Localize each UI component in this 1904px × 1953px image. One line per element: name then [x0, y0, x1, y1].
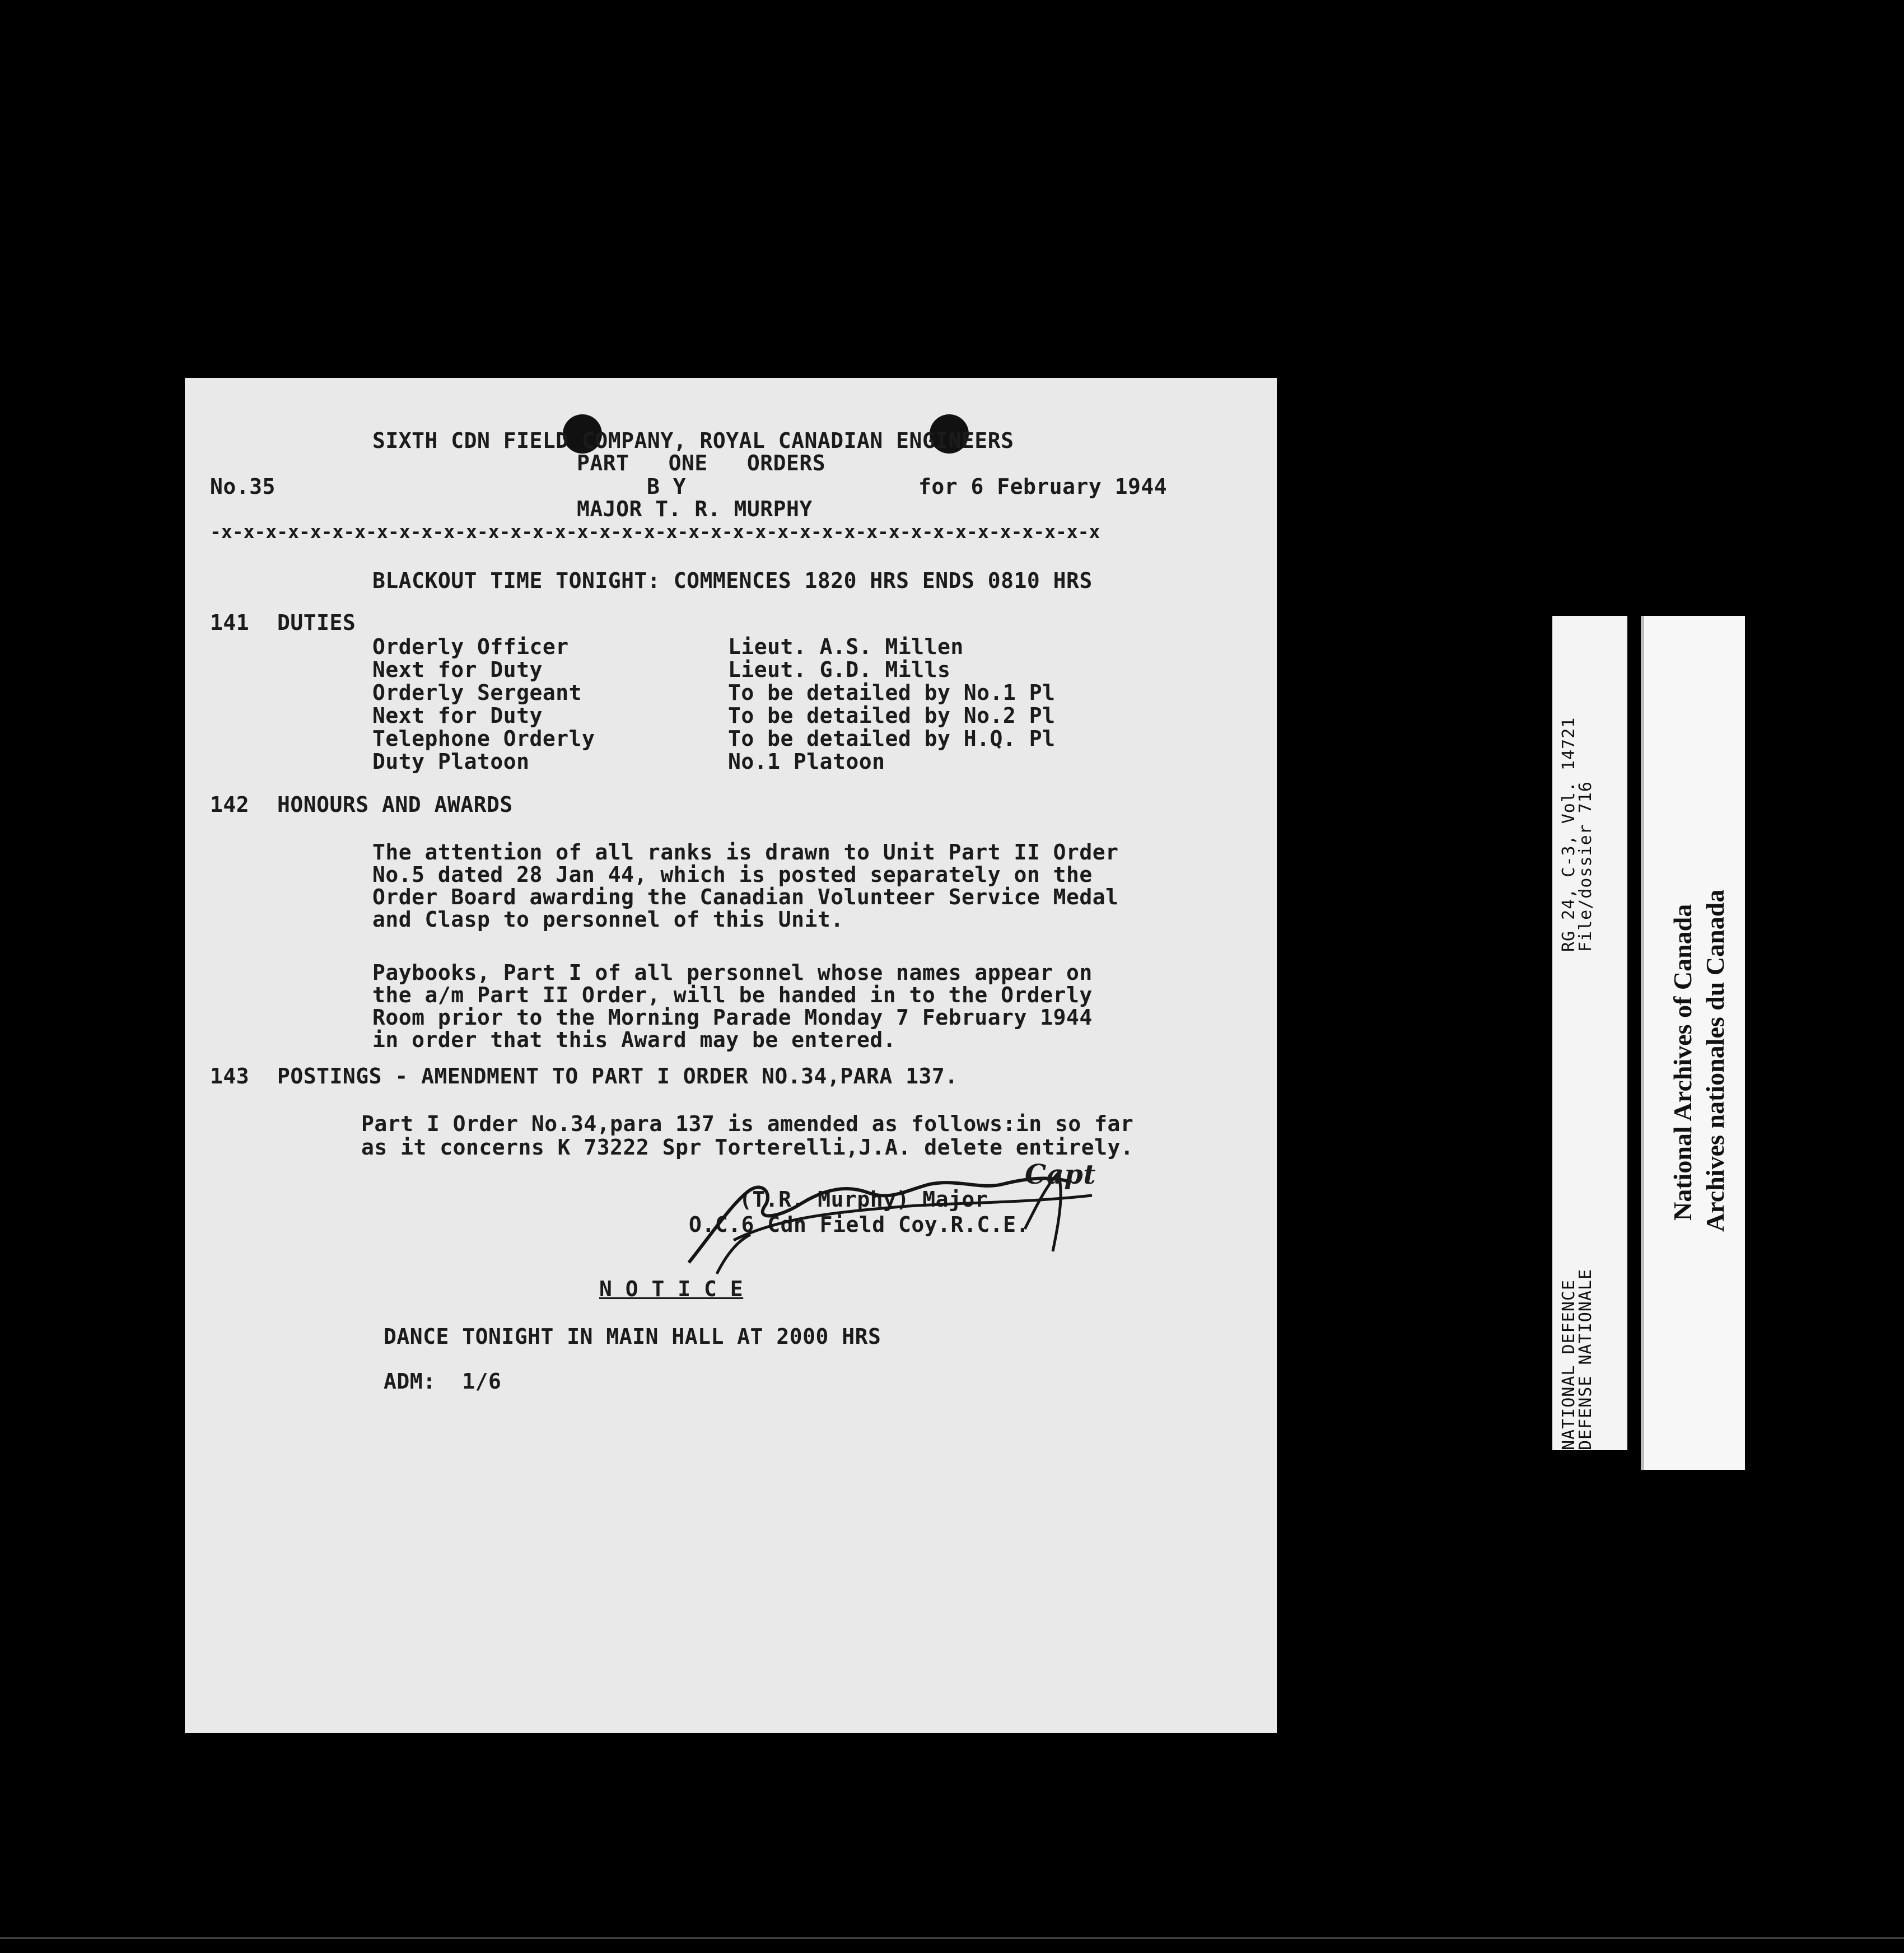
blackout-time: BLACKOUT TIME TONIGHT: COMMENCES 1820 HRS ENDS 0810 HRS: [372, 568, 1093, 593]
handwritten-title: Capt: [1025, 1159, 1096, 1190]
separator-line: -x-x-x-x-x-x-x-x-x-x-x-x-x-x-x-x-x-x-x-x-x-x-x-x-x-x-x-x-x-x-x-x-x-x-x-x-x-x-x-x: [210, 521, 1100, 543]
duty-label: Next for Duty: [372, 703, 543, 728]
para-142-text: Paybooks, Part I of all personnel whose names appear on: [372, 960, 1093, 985]
duty-label: Duty Platoon: [372, 749, 530, 774]
para-142-text: Room prior to the Morning Parade Monday 7 February 1944: [372, 1005, 1093, 1030]
archive-dept-fr: DEFENSE NATIONALE: [1576, 1268, 1595, 1450]
para-142-text: The attention of all ranks is drawn to Unit Part II Order: [372, 840, 1119, 865]
duty-assignee: Lieut. A.S. Millen: [728, 634, 964, 659]
para-143-number: 143: [210, 1064, 250, 1088]
signature-title: O.C.6 Cdn Field Coy.R.C.E.: [689, 1212, 1029, 1237]
para-143-title: POSTINGS - AMENDMENT TO PART I ORDER NO.34,PARA 137.: [277, 1064, 958, 1088]
orders-heading: PART ONE ORDERS: [577, 451, 826, 475]
duty-assignee: To be detailed by No.1 Pl: [728, 680, 1056, 705]
para-142-text: and Clasp to personnel of this Unit.: [372, 907, 844, 932]
duty-assignee: To be detailed by H.Q. Pl: [728, 726, 1056, 751]
archive-name-fr: Archives nationales du Canada: [1701, 889, 1729, 1232]
scan-bottom-edge: [0, 1937, 1904, 1939]
notice-text: DANCE TONIGHT IN MAIN HALL AT 2000 HRS: [384, 1324, 881, 1349]
by-heading: B Y: [647, 474, 687, 499]
para-141-number: 141: [210, 610, 250, 635]
para-142-text: Order Board awarding the Canadian Volunteer Service Medal: [372, 885, 1119, 909]
duty-label: Telephone Orderly: [372, 726, 595, 751]
para-143-text: Part I Order No.34,para 137 is amended as follows:in so far: [361, 1111, 1134, 1136]
archive-reference: RG 24, C-3, Vol. 14721: [1559, 717, 1579, 952]
para-142-number: 142: [210, 792, 250, 817]
duty-assignee: No.1 Platoon: [728, 749, 885, 774]
para-143-text: as it concerns K 73222 Spr Torterelli,J.A. delete entirely.: [361, 1135, 1134, 1160]
order-number: No.35: [210, 474, 276, 499]
notice-heading: N O T I C E: [599, 1277, 744, 1301]
order-date: for 6 February 1944: [918, 474, 1168, 499]
para-141-title: DUTIES: [277, 610, 356, 635]
archive-label-right: [1641, 616, 1745, 1470]
unit-heading: SIXTH CDN FIELD COMPANY, ROYAL CANADIAN ENGINEERS: [372, 428, 1014, 453]
para-142-text: No.5 dated 28 Jan 44, which is posted separately on the: [372, 862, 1093, 887]
notice-adm: ADM: 1/6: [384, 1369, 502, 1394]
duty-assignee: To be detailed by No.2 Pl: [728, 703, 1056, 728]
archive-label-left: [1552, 616, 1627, 1450]
archive-dept-en: NATIONAL DEFENCE: [1559, 1279, 1579, 1450]
officer-heading: MAJOR T. R. MURPHY: [577, 497, 813, 521]
duty-label: Orderly Sergeant: [372, 680, 582, 705]
signature-name: (T.R. Murphy) Major: [739, 1187, 988, 1212]
duty-label: Next for Duty: [372, 657, 543, 682]
duty-assignee: Lieut. G.D. Mills: [728, 657, 951, 682]
para-142-title: HONOURS AND AWARDS: [277, 792, 513, 817]
archive-name-en: National Archives of Canada: [1668, 904, 1697, 1221]
para-142-text: in order that this Award may be entered.: [372, 1027, 897, 1052]
para-142-text: the a/m Part II Order, will be handed in to the Orderly: [372, 983, 1093, 1007]
duty-label: Orderly Officer: [372, 634, 569, 659]
document-page: [185, 378, 1277, 1733]
archive-file: File/dossier 716: [1576, 781, 1595, 952]
